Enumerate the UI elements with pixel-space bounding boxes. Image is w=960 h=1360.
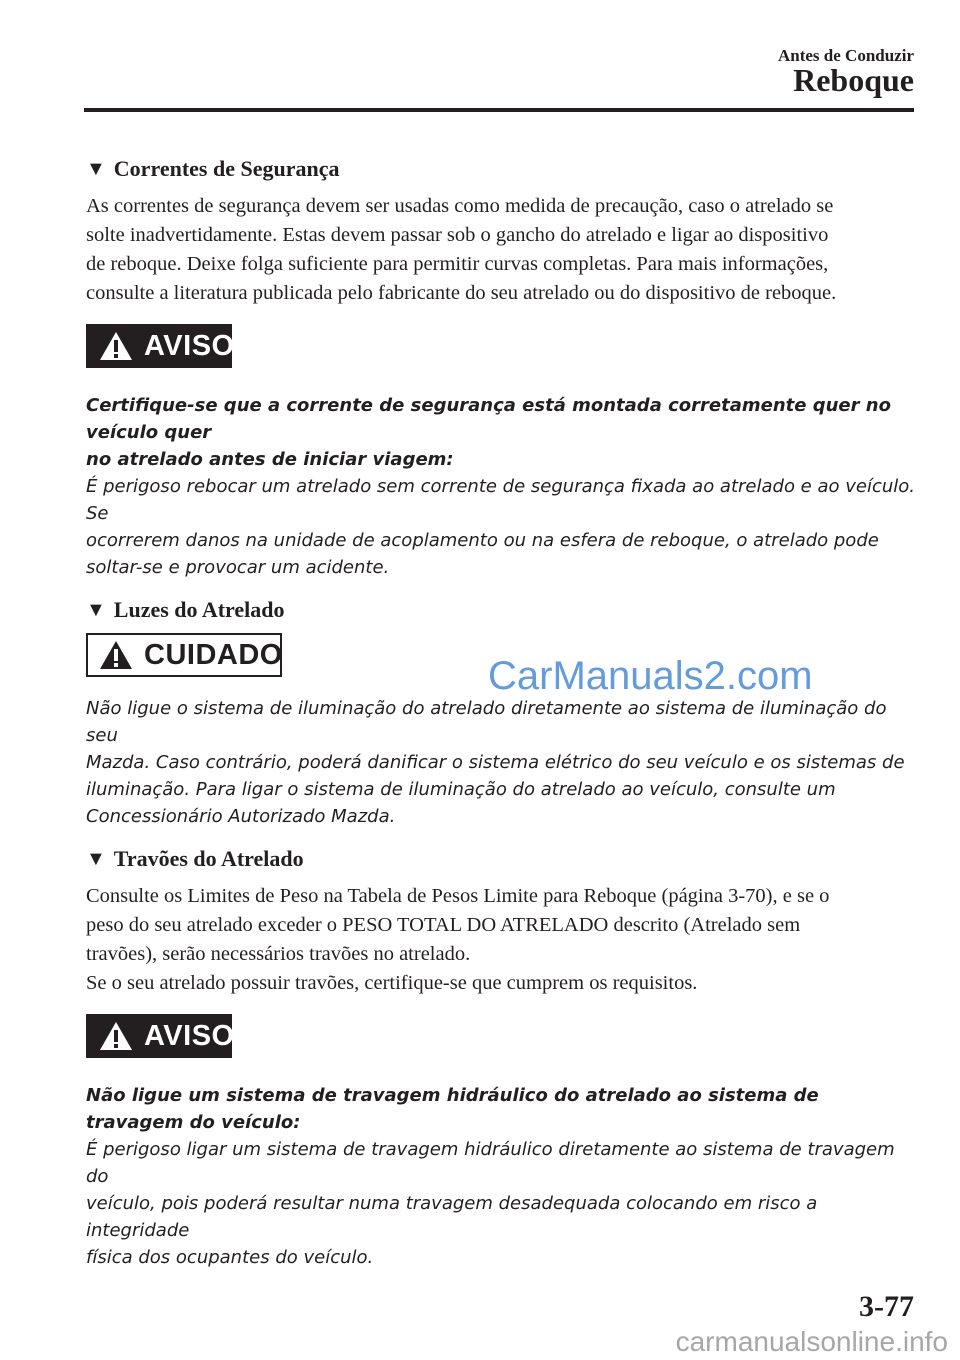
section-heading-brakes xyxy=(86,846,916,872)
warning-line: É perigoso ligar um sistema de travagem hidráulico diretamente ao sistema de travagem do xyxy=(86,1139,895,1187)
warning-badge xyxy=(86,324,235,368)
body-line: Consulte os Limites de Peso na Tabela de Pesos Limite para Reboque (página 3-70), e se o xyxy=(86,885,830,907)
body-line: Se o seu atrelado possuir travões, certifique-se que cumprem os requisitos. xyxy=(86,972,698,994)
warning-line: física dos ocupantes do veículo. xyxy=(86,1247,374,1268)
triangle-down-icon: ▼ xyxy=(86,157,106,180)
body-line: de reboque. Deixe folga suficiente para permitir curvas completas. Para mais informações, xyxy=(86,253,829,275)
warning-badge xyxy=(86,1014,235,1058)
warning-label: AVISO xyxy=(144,1019,235,1052)
body-line: consulte a literatura publicada pelo fabricante do seu atrelado ou do dispositivo de reboque. xyxy=(86,282,837,304)
warning-text-brakes xyxy=(86,1082,916,1271)
section-heading-chains xyxy=(86,156,916,182)
warning-label: AVISO xyxy=(144,329,235,362)
caution-label: CUIDADO xyxy=(144,638,283,671)
warning-bold-line: Certifique-se que a corrente de segurança está montada corretamente quer no veículo quer xyxy=(86,395,891,443)
section-heading-text: Travões do Atrelado xyxy=(113,846,304,871)
warning-line: É perigoso rebocar um atrelado sem corrente de segurança fixada ao atrelado e ao veículo. Se xyxy=(86,476,916,524)
warning-triangle-icon xyxy=(98,1020,134,1052)
caution-line: iluminação. Para ligar o sistema de iluminação do atrelado ao veículo, consulte um xyxy=(86,779,836,800)
caution-text-lights xyxy=(86,695,916,830)
header-section-label: Antes de Conduzir xyxy=(777,46,914,65)
warning-bold-line: Não ligue um sistema de travagem hidráulico do atrelado ao sistema de travagem do veículo: xyxy=(86,1085,819,1133)
page-title: Reboque xyxy=(793,62,914,98)
body-line: travões), serão necessários travões no atrelado. xyxy=(86,943,471,965)
warning-triangle-icon xyxy=(98,330,134,362)
warning-line: veículo, pois poderá resultar numa travagem desadequada colocando em risco a integridade xyxy=(86,1193,818,1241)
section-body-brakes xyxy=(86,882,916,998)
warning-text-chains xyxy=(86,392,916,581)
warning-box-chains xyxy=(86,324,916,368)
page-number: 3-77 xyxy=(859,1290,914,1323)
warning-box-brakes xyxy=(86,1014,916,1058)
section-body-chains xyxy=(86,192,916,308)
caution-badge xyxy=(86,633,282,677)
warning-bold-line: no atrelado antes de iniciar viagem: xyxy=(86,449,454,470)
section-heading-lights xyxy=(86,597,916,623)
triangle-down-icon: ▼ xyxy=(86,598,106,621)
body-line: solte inadvertidamente. Estas devem passar sob o gancho do atrelado e ligar ao dispositivo xyxy=(86,224,829,246)
body-line: As correntes de segurança devem ser usadas como medida de precaução, caso o atrelado se xyxy=(86,195,834,217)
section-heading-text: Correntes de Segurança xyxy=(113,156,340,181)
watermark-carmanualsonline: carmanualsonline.info xyxy=(675,1326,948,1357)
caution-line: Concessionário Autorizado Mazda. xyxy=(86,806,396,827)
warning-triangle-icon xyxy=(98,639,134,671)
warning-line: soltar-se e provocar um acidente. xyxy=(86,557,390,578)
warning-line: ocorrerem danos na unidade de acoplamento ou na esfera de reboque, o atrelado pode xyxy=(86,530,879,551)
body-line: peso do seu atrelado exceder o PESO TOTAL DO ATRELADO descrito (Atrelado sem xyxy=(86,914,801,936)
triangle-down-icon: ▼ xyxy=(86,847,106,870)
caution-line: Não ligue o sistema de iluminação do atrelado diretamente ao sistema de iluminação do seu xyxy=(86,698,887,746)
header-rule xyxy=(84,108,914,112)
watermark-carmanuals2: CarManuals2.com xyxy=(488,654,813,698)
page-content xyxy=(86,156,916,1271)
section-heading-text: Luzes do Atrelado xyxy=(113,597,285,622)
caution-line: Mazda. Caso contrário, poderá danificar o sistema elétrico do seu veículo e os sistemas de xyxy=(86,752,905,773)
